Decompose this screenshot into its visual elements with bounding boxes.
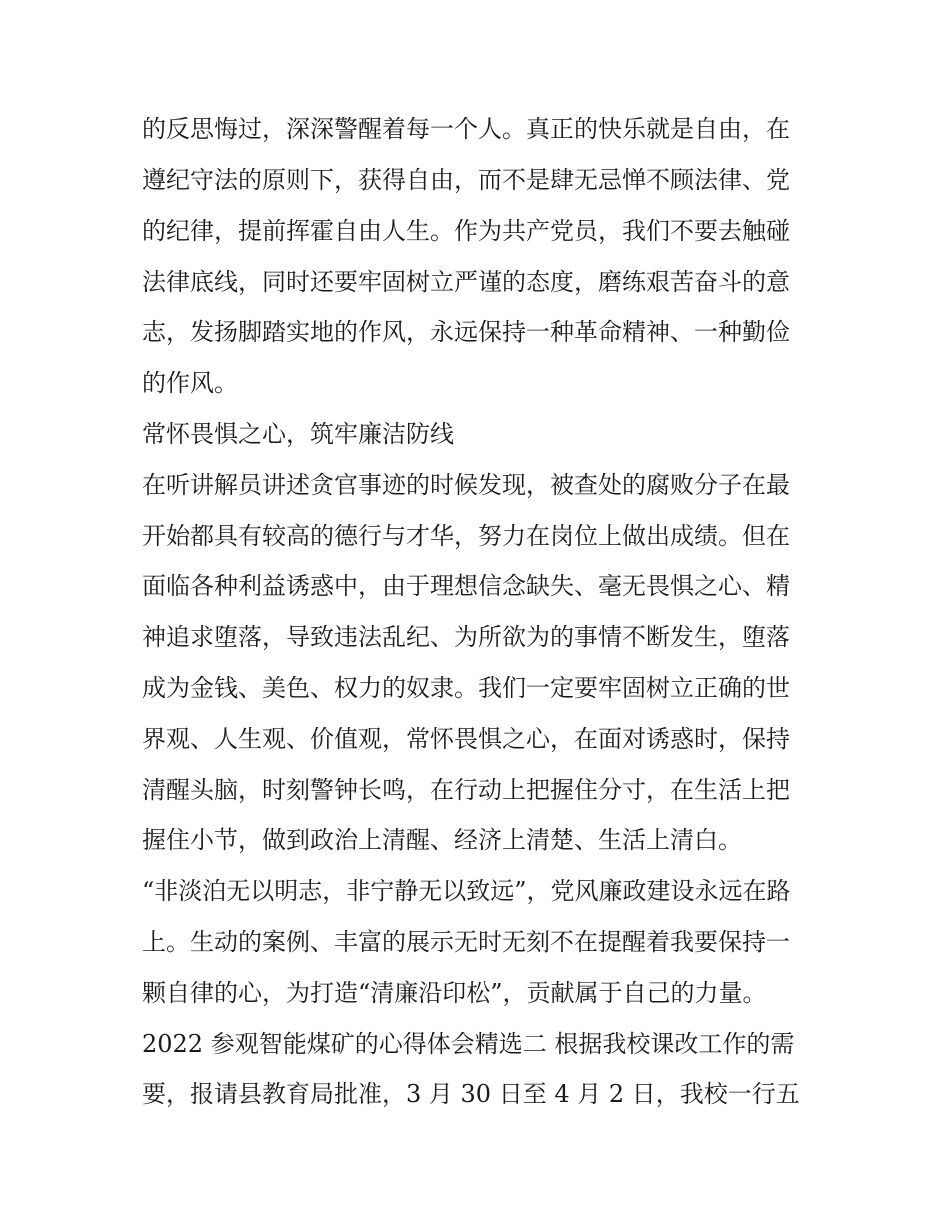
paragraph-line: 界观、人生观、价值观，常怀畏惧之心，在面对诱惑时，保持 — [142, 725, 790, 753]
paragraph-line: 成为金钱、美色、权力的奴隶。我们一定要牢固树立正确的世 — [142, 674, 790, 702]
paragraph-line: 神追求堕落，导致违法乱纪、为所欲为的事情不断发生，堕落 — [142, 623, 790, 651]
paragraph-line: 的纪律，提前挥霍自由人生。作为共产党员，我们不要去触碰 — [142, 217, 790, 245]
paragraph-line: 要，报请县教育局批准，3 月 30 日至 4 月 2 日，我校一行五 — [142, 1080, 800, 1108]
paragraph-line: 开始都具有较高的德行与才华，努力在岗位上做出成绩。但在 — [142, 522, 790, 550]
paragraph-line: 握住小节，做到政治上清醒、经济上清楚、生活上清白。 — [142, 826, 742, 854]
paragraph-line: 的作风。 — [142, 369, 238, 397]
paragraph-line: 清醒头脑，时刻警钟长鸣，在行动上把握住分寸，在生活上把 — [142, 776, 790, 804]
paragraph-line: 法律底线，同时还要牢固树立严谨的态度，磨练艰苦奋斗的意 — [142, 268, 790, 296]
paragraph-line: 的反思悔过，深深警醒着每一个人。真正的快乐就是自由，在 — [142, 115, 790, 143]
paragraph-line: 志，发扬脚踏实地的作风，永远保持一种革命精神、一种勤俭 — [142, 318, 790, 346]
paragraph-line: 2022 参观智能煤矿的心得体会精选二 根据我校课改工作的需 — [142, 1030, 795, 1058]
paragraph-line: 颗自律的心，为打造“清廉沿印松”，贡献属于自己的力量。 — [142, 979, 767, 1007]
paragraph-line: 面临各种利益诱惑中，由于理想信念缺失、毫无畏惧之心、精 — [142, 572, 790, 600]
section-heading: 常怀畏惧之心，筑牢廉洁防线 — [142, 420, 454, 448]
paragraph-line: “非淡泊无以明志，非宁静无以致远”，党风廉政建设永远在路 — [142, 877, 791, 905]
paragraph-line: 在听讲解员讲述贪官事迹的时候发现，被查处的腐败分子在最 — [142, 471, 790, 499]
paragraph-line: 遵纪守法的原则下，获得自由，而不是肆无忌惮不顾法律、党 — [142, 166, 790, 194]
paragraph-line: 上。生动的案例、丰富的展示无时无刻不在提醒着我要保持一 — [142, 928, 790, 956]
